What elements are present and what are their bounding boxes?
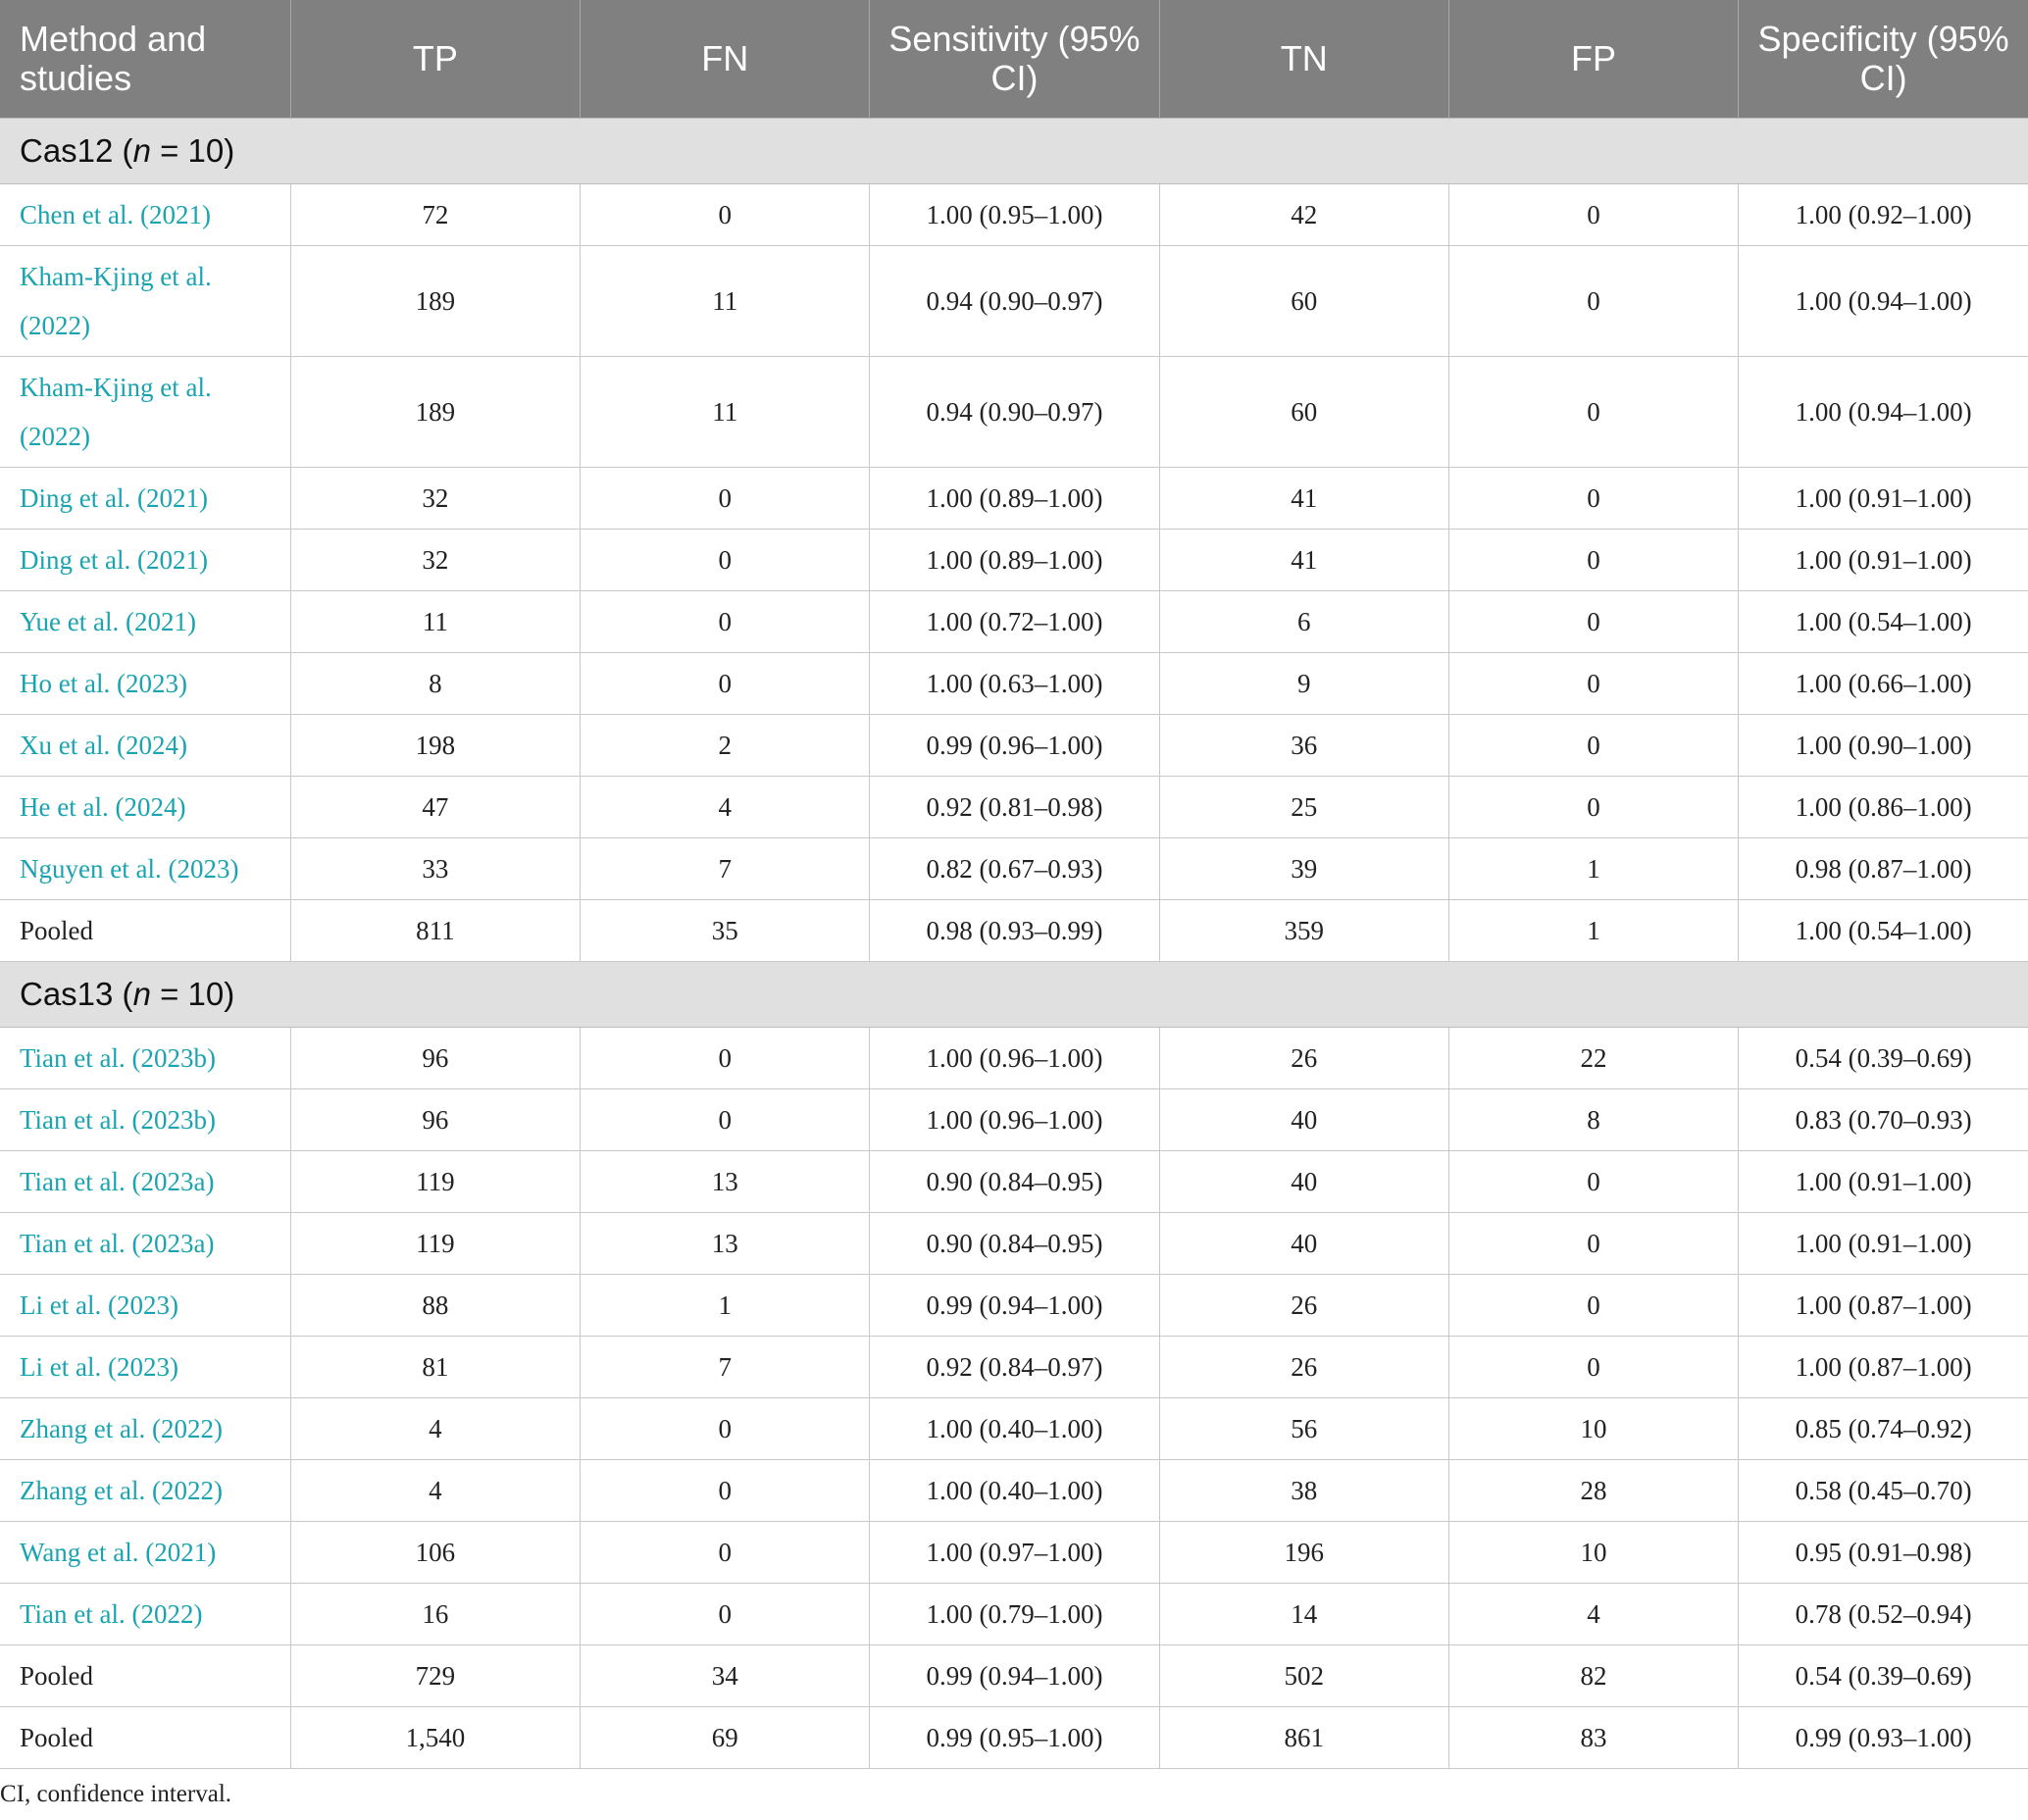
study-link[interactable]: Zhang et al. (2022) bbox=[0, 1398, 290, 1460]
fp-cell: 1 bbox=[1448, 838, 1738, 900]
tp-cell: 96 bbox=[290, 1089, 580, 1151]
study-link[interactable]: Kham-Kjing et al. (2022) bbox=[0, 246, 290, 357]
fp-cell: 0 bbox=[1448, 246, 1738, 357]
fp-cell: 0 bbox=[1448, 1337, 1738, 1398]
table-row bbox=[0, 530, 2028, 591]
tn-cell: 359 bbox=[1159, 900, 1448, 962]
fp-cell: 4 bbox=[1448, 1584, 1738, 1645]
header-row bbox=[0, 0, 2028, 119]
sensitivity-cell: 1.00 (0.63–1.00) bbox=[870, 653, 1159, 715]
table-row bbox=[0, 777, 2028, 838]
fn-cell: 0 bbox=[581, 1584, 870, 1645]
fn-cell: 0 bbox=[581, 1522, 870, 1584]
specificity-cell: 1.00 (0.91–1.00) bbox=[1739, 1213, 2028, 1275]
header-fp: FP bbox=[1448, 0, 1738, 119]
study-link[interactable]: Tian et al. (2023b) bbox=[0, 1089, 290, 1151]
tn-cell: 39 bbox=[1159, 838, 1448, 900]
study-link[interactable]: Kham-Kjing et al. (2022) bbox=[0, 357, 290, 468]
fp-cell: 0 bbox=[1448, 591, 1738, 653]
fp-cell: 22 bbox=[1448, 1028, 1738, 1089]
pooled-row bbox=[0, 1645, 2028, 1707]
fp-cell: 0 bbox=[1448, 530, 1738, 591]
study-link[interactable]: Xu et al. (2024) bbox=[0, 715, 290, 777]
study-link[interactable]: Ho et al. (2023) bbox=[0, 653, 290, 715]
specificity-cell: 1.00 (0.94–1.00) bbox=[1739, 246, 2028, 357]
fn-cell: 4 bbox=[581, 777, 870, 838]
tp-cell: 33 bbox=[290, 838, 580, 900]
study-link[interactable]: Li et al. (2023) bbox=[0, 1337, 290, 1398]
specificity-cell: 0.54 (0.39–0.69) bbox=[1739, 1028, 2028, 1089]
table-row bbox=[0, 1522, 2028, 1584]
pooled-label: Pooled bbox=[0, 1707, 290, 1769]
study-link[interactable]: Nguyen et al. (2023) bbox=[0, 838, 290, 900]
tn-cell: 14 bbox=[1159, 1584, 1448, 1645]
table-row bbox=[0, 246, 2028, 357]
fp-cell: 0 bbox=[1448, 468, 1738, 530]
study-link[interactable]: Tian et al. (2023a) bbox=[0, 1213, 290, 1275]
tp-cell: 1,540 bbox=[290, 1707, 580, 1769]
sensitivity-cell: 0.99 (0.95–1.00) bbox=[870, 1707, 1159, 1769]
sensitivity-cell: 1.00 (0.89–1.00) bbox=[870, 468, 1159, 530]
fn-cell: 0 bbox=[581, 1398, 870, 1460]
specificity-cell: 0.78 (0.52–0.94) bbox=[1739, 1584, 2028, 1645]
specificity-cell: 1.00 (0.87–1.00) bbox=[1739, 1337, 2028, 1398]
tn-cell: 502 bbox=[1159, 1645, 1448, 1707]
study-link[interactable]: Yue et al. (2021) bbox=[0, 591, 290, 653]
tp-cell: 32 bbox=[290, 468, 580, 530]
tn-cell: 40 bbox=[1159, 1151, 1448, 1213]
sensitivity-cell: 1.00 (0.89–1.00) bbox=[870, 530, 1159, 591]
tn-cell: 41 bbox=[1159, 468, 1448, 530]
sensitivity-cell: 0.94 (0.90–0.97) bbox=[870, 246, 1159, 357]
specificity-cell: 1.00 (0.87–1.00) bbox=[1739, 1275, 2028, 1337]
sensitivity-cell: 1.00 (0.72–1.00) bbox=[870, 591, 1159, 653]
pooled-label: Pooled bbox=[0, 900, 290, 962]
tp-cell: 4 bbox=[290, 1460, 580, 1522]
fn-cell: 7 bbox=[581, 838, 870, 900]
fp-cell: 0 bbox=[1448, 184, 1738, 246]
sensitivity-cell: 0.99 (0.96–1.00) bbox=[870, 715, 1159, 777]
fn-cell: 69 bbox=[581, 1707, 870, 1769]
fn-cell: 2 bbox=[581, 715, 870, 777]
fn-cell: 35 bbox=[581, 900, 870, 962]
tn-cell: 42 bbox=[1159, 184, 1448, 246]
fp-cell: 0 bbox=[1448, 653, 1738, 715]
fp-cell: 10 bbox=[1448, 1522, 1738, 1584]
tn-cell: 25 bbox=[1159, 777, 1448, 838]
sensitivity-cell: 0.94 (0.90–0.97) bbox=[870, 357, 1159, 468]
sensitivity-cell: 1.00 (0.40–1.00) bbox=[870, 1398, 1159, 1460]
tn-cell: 40 bbox=[1159, 1213, 1448, 1275]
fn-cell: 1 bbox=[581, 1275, 870, 1337]
group-n-value: = 10) bbox=[150, 132, 235, 169]
sensitivity-cell: 0.99 (0.94–1.00) bbox=[870, 1275, 1159, 1337]
tp-cell: 106 bbox=[290, 1522, 580, 1584]
tn-cell: 196 bbox=[1159, 1522, 1448, 1584]
fp-cell: 1 bbox=[1448, 900, 1738, 962]
fn-cell: 13 bbox=[581, 1213, 870, 1275]
fn-cell: 0 bbox=[581, 591, 870, 653]
sensitivity-cell: 1.00 (0.96–1.00) bbox=[870, 1028, 1159, 1089]
pooled-row bbox=[0, 900, 2028, 962]
fp-cell: 0 bbox=[1448, 1213, 1738, 1275]
tp-cell: 811 bbox=[290, 900, 580, 962]
tp-cell: 88 bbox=[290, 1275, 580, 1337]
specificity-cell: 0.85 (0.74–0.92) bbox=[1739, 1398, 2028, 1460]
fp-cell: 83 bbox=[1448, 1707, 1738, 1769]
tp-cell: 81 bbox=[290, 1337, 580, 1398]
tp-cell: 8 bbox=[290, 653, 580, 715]
group-name: Cas12 bbox=[20, 132, 114, 169]
group-paren: ( bbox=[113, 132, 133, 169]
study-link[interactable]: Tian et al. (2023b) bbox=[0, 1028, 290, 1089]
tn-cell: 9 bbox=[1159, 653, 1448, 715]
table-row bbox=[0, 1460, 2028, 1522]
sensitivity-cell: 0.90 (0.84–0.95) bbox=[870, 1213, 1159, 1275]
tn-cell: 60 bbox=[1159, 357, 1448, 468]
fp-cell: 10 bbox=[1448, 1398, 1738, 1460]
specificity-cell: 0.98 (0.87–1.00) bbox=[1739, 838, 2028, 900]
table-row bbox=[0, 838, 2028, 900]
table-footnote: CI, confidence interval. bbox=[0, 1781, 232, 1807]
specificity-cell: 0.99 (0.93–1.00) bbox=[1739, 1707, 2028, 1769]
table-row bbox=[0, 468, 2028, 530]
sensitivity-cell: 1.00 (0.96–1.00) bbox=[870, 1089, 1159, 1151]
specificity-cell: 0.54 (0.39–0.69) bbox=[1739, 1645, 2028, 1707]
tn-cell: 38 bbox=[1159, 1460, 1448, 1522]
sensitivity-cell: 0.82 (0.67–0.93) bbox=[870, 838, 1159, 900]
table-row bbox=[0, 1337, 2028, 1398]
sensitivity-cell: 0.92 (0.81–0.98) bbox=[870, 777, 1159, 838]
tn-cell: 26 bbox=[1159, 1275, 1448, 1337]
study-link[interactable]: Chen et al. (2021) bbox=[0, 184, 290, 246]
table-row bbox=[0, 1275, 2028, 1337]
table-row bbox=[0, 591, 2028, 653]
tp-cell: 198 bbox=[290, 715, 580, 777]
fn-cell: 0 bbox=[581, 530, 870, 591]
table-row bbox=[0, 1213, 2028, 1275]
fp-cell: 28 bbox=[1448, 1460, 1738, 1522]
tp-cell: 32 bbox=[290, 530, 580, 591]
tn-cell: 861 bbox=[1159, 1707, 1448, 1769]
group-header-row bbox=[0, 962, 2028, 1028]
tn-cell: 41 bbox=[1159, 530, 1448, 591]
pooled-label: Pooled bbox=[0, 1645, 290, 1707]
header-tn: TN bbox=[1159, 0, 1448, 119]
header-fn: FN bbox=[581, 0, 870, 119]
sensitivity-cell: 1.00 (0.95–1.00) bbox=[870, 184, 1159, 246]
tn-cell: 26 bbox=[1159, 1028, 1448, 1089]
fn-cell: 0 bbox=[581, 468, 870, 530]
sensitivity-cell: 1.00 (0.40–1.00) bbox=[870, 1460, 1159, 1522]
fn-cell: 0 bbox=[581, 184, 870, 246]
tp-cell: 72 bbox=[290, 184, 580, 246]
tp-cell: 11 bbox=[290, 591, 580, 653]
group-paren: ( bbox=[113, 976, 133, 1012]
table-row bbox=[0, 715, 2028, 777]
fn-cell: 0 bbox=[581, 1460, 870, 1522]
specificity-cell: 1.00 (0.91–1.00) bbox=[1739, 468, 2028, 530]
sensitivity-cell: 0.92 (0.84–0.97) bbox=[870, 1337, 1159, 1398]
fn-cell: 0 bbox=[581, 653, 870, 715]
study-link[interactable]: He et al. (2024) bbox=[0, 777, 290, 838]
tn-cell: 60 bbox=[1159, 246, 1448, 357]
specificity-cell: 0.95 (0.91–0.98) bbox=[1739, 1522, 2028, 1584]
specificity-cell: 1.00 (0.54–1.00) bbox=[1739, 591, 2028, 653]
header-tp: TP bbox=[290, 0, 580, 119]
specificity-cell: 1.00 (0.86–1.00) bbox=[1739, 777, 2028, 838]
table-row bbox=[0, 1398, 2028, 1460]
tn-cell: 36 bbox=[1159, 715, 1448, 777]
table-body bbox=[0, 119, 2028, 1769]
fn-cell: 34 bbox=[581, 1645, 870, 1707]
tp-cell: 119 bbox=[290, 1213, 580, 1275]
fp-cell: 0 bbox=[1448, 1151, 1738, 1213]
tp-cell: 47 bbox=[290, 777, 580, 838]
fn-cell: 11 bbox=[581, 246, 870, 357]
group-label bbox=[0, 119, 2028, 184]
group-label bbox=[0, 962, 2028, 1028]
tp-cell: 119 bbox=[290, 1151, 580, 1213]
specificity-cell: 1.00 (0.90–1.00) bbox=[1739, 715, 2028, 777]
study-link[interactable]: Ding et al. (2021) bbox=[0, 468, 290, 530]
study-link[interactable]: Tian et al. (2023a) bbox=[0, 1151, 290, 1213]
header-sensitivity: Sensitivity (95% CI) bbox=[870, 0, 1159, 119]
fp-cell: 0 bbox=[1448, 357, 1738, 468]
tn-cell: 6 bbox=[1159, 591, 1448, 653]
table-row bbox=[0, 357, 2028, 468]
tn-cell: 40 bbox=[1159, 1089, 1448, 1151]
specificity-cell: 1.00 (0.92–1.00) bbox=[1739, 184, 2028, 246]
group-n-label: n bbox=[132, 976, 151, 1012]
table-row bbox=[0, 1151, 2028, 1213]
sensitivity-cell: 0.99 (0.94–1.00) bbox=[870, 1645, 1159, 1707]
tn-cell: 56 bbox=[1159, 1398, 1448, 1460]
specificity-cell: 0.83 (0.70–0.93) bbox=[1739, 1089, 2028, 1151]
table-row bbox=[0, 1089, 2028, 1151]
tp-cell: 4 bbox=[290, 1398, 580, 1460]
tp-cell: 189 bbox=[290, 357, 580, 468]
fp-cell: 8 bbox=[1448, 1089, 1738, 1151]
fn-cell: 0 bbox=[581, 1028, 870, 1089]
specificity-cell: 1.00 (0.94–1.00) bbox=[1739, 357, 2028, 468]
fp-cell: 0 bbox=[1448, 1275, 1738, 1337]
header-method-and-studies: Method and studies bbox=[0, 0, 290, 119]
specificity-cell: 1.00 (0.54–1.00) bbox=[1739, 900, 2028, 962]
study-link[interactable]: Ding et al. (2021) bbox=[0, 530, 290, 591]
tp-cell: 729 bbox=[290, 1645, 580, 1707]
study-link[interactable]: Li et al. (2023) bbox=[0, 1275, 290, 1337]
tp-cell: 96 bbox=[290, 1028, 580, 1089]
specificity-cell: 1.00 (0.91–1.00) bbox=[1739, 530, 2028, 591]
specificity-cell: 0.58 (0.45–0.70) bbox=[1739, 1460, 2028, 1522]
table-row bbox=[0, 1028, 2028, 1089]
specificity-cell: 1.00 (0.66–1.00) bbox=[1739, 653, 2028, 715]
tp-cell: 189 bbox=[290, 246, 580, 357]
table-row bbox=[0, 184, 2028, 246]
sensitivity-cell: 1.00 (0.97–1.00) bbox=[870, 1522, 1159, 1584]
table-row bbox=[0, 653, 2028, 715]
fn-cell: 11 bbox=[581, 357, 870, 468]
sensitivity-cell: 0.98 (0.93–0.99) bbox=[870, 900, 1159, 962]
specificity-cell: 1.00 (0.91–1.00) bbox=[1739, 1151, 2028, 1213]
fp-cell: 0 bbox=[1448, 715, 1738, 777]
study-link[interactable]: Wang et al. (2021) bbox=[0, 1522, 290, 1584]
group-header-row bbox=[0, 119, 2028, 184]
group-n-value: = 10) bbox=[150, 976, 235, 1012]
group-name: Cas13 bbox=[20, 976, 114, 1012]
fn-cell: 13 bbox=[581, 1151, 870, 1213]
fn-cell: 0 bbox=[581, 1089, 870, 1151]
header-specificity: Specificity (95% CI) bbox=[1739, 0, 2028, 119]
tp-cell: 16 bbox=[290, 1584, 580, 1645]
table-row bbox=[0, 1584, 2028, 1645]
pooled-row bbox=[0, 1707, 2028, 1769]
fn-cell: 7 bbox=[581, 1337, 870, 1398]
sensitivity-cell: 1.00 (0.79–1.00) bbox=[870, 1584, 1159, 1645]
group-n-label: n bbox=[132, 132, 151, 169]
study-link[interactable]: Tian et al. (2022) bbox=[0, 1584, 290, 1645]
sensitivity-cell: 0.90 (0.84–0.95) bbox=[870, 1151, 1159, 1213]
study-link[interactable]: Zhang et al. (2022) bbox=[0, 1460, 290, 1522]
tn-cell: 26 bbox=[1159, 1337, 1448, 1398]
fp-cell: 0 bbox=[1448, 777, 1738, 838]
fp-cell: 82 bbox=[1448, 1645, 1738, 1707]
